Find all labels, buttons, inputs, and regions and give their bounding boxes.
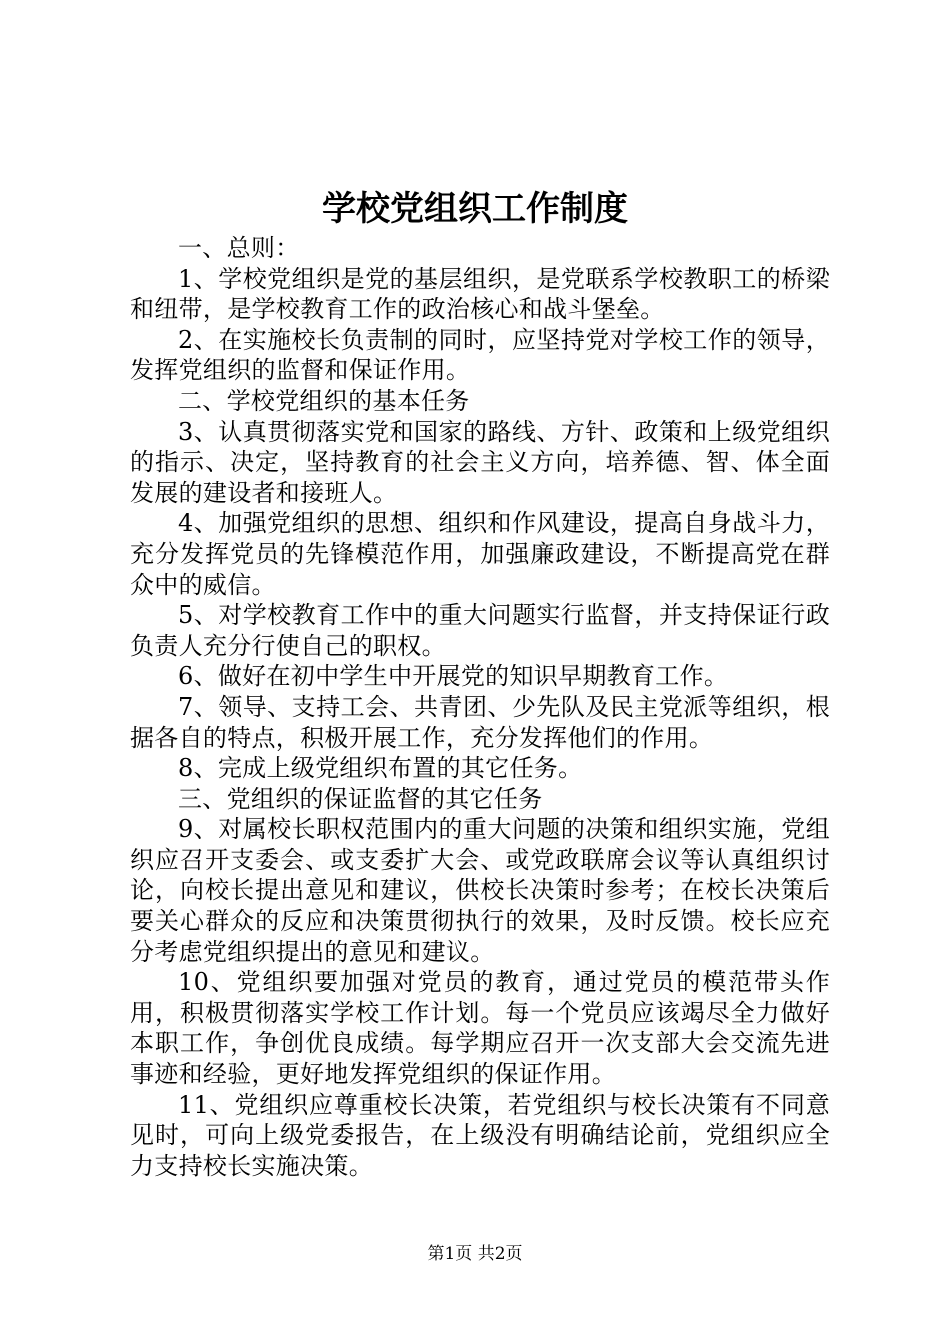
paragraph-5: 5、对学校教育工作中的重大问题实行监督，并支持保证行政负责人充分行使自己的职权。 (130, 601, 830, 660)
section-heading-general: 一、总则： (178, 234, 300, 262)
paragraph-3: 3、认真贯彻落实党和国家的路线、方针、政策和上级党组织的指示、决定，坚持教育的社会主义方向，培养德、智、体全面发展的建设者和接班人。 (130, 417, 830, 507)
section-heading-basic-tasks: 二、学校党组织的基本任务 (178, 386, 470, 415)
page-footer: 第1页 共2页 (427, 1244, 523, 1264)
paragraph-10: 10、党组织要加强对党员的教育，通过党员的模范带头作用，积极贯彻落实学校工作计划。每一个党员应该竭尽全力做好本职工作，争创优良成绩。每学期应召开一次支部大会交流先进事迹和经验，更好地发挥党组织的保证作用。 (130, 968, 830, 1089)
paragraph-8: 8、完成上级党组织布置的其它任务。 (178, 754, 583, 783)
paragraph-1: 1、学校党组织是党的基层组织，是党联系学校教职工的桥梁和纽带，是学校教育工作的政治核心和战斗堡垒。 (130, 264, 830, 324)
paragraph-9: 9、对属校长职权范围内的重大问题的决策和组织实施，党组织应召开支委会、或支委扩大会、或党政联席会议等认真组织讨论，向校长提出意见和建议，供校长决策时参考；在校长决策后要关心群众的反应和决策贯彻执行的效果，及时反馈。校长应充分考虑党组织提出的意见和建议。 (130, 815, 830, 966)
paragraph-6: 6、做好在初中学生中开展党的知识早期教育工作。 (178, 662, 729, 691)
paragraph-2: 2、在实施校长负责制的同时，应坚持党对学校工作的领导，发挥党组织的监督和保证作用。 (130, 325, 830, 385)
document-title: 学校党组织工作制度 (322, 189, 628, 229)
paragraph-11: 11、党组织应尊重校长决策，若党组织与校长决策有不同意见时，可向上级党委报告，在上级没有明确结论前，党组织应全力支持校长实施决策。 (130, 1090, 830, 1180)
section-heading-supervision: 三、党组织的保证监督的其它任务 (178, 784, 543, 813)
paragraph-4: 4、加强党组织的思想、组织和作风建设，提高自身战斗力，充分发挥党员的先锋模范作用，加强廉政建设，不断提高党在群众中的威信。 (130, 509, 830, 599)
paragraph-7: 7、领导、支持工会、共青团、少先队及民主党派等组织，根据各自的特点，积极开展工作，充分发挥他们的作用。 (130, 692, 830, 752)
document-body (130, 233, 830, 1181)
